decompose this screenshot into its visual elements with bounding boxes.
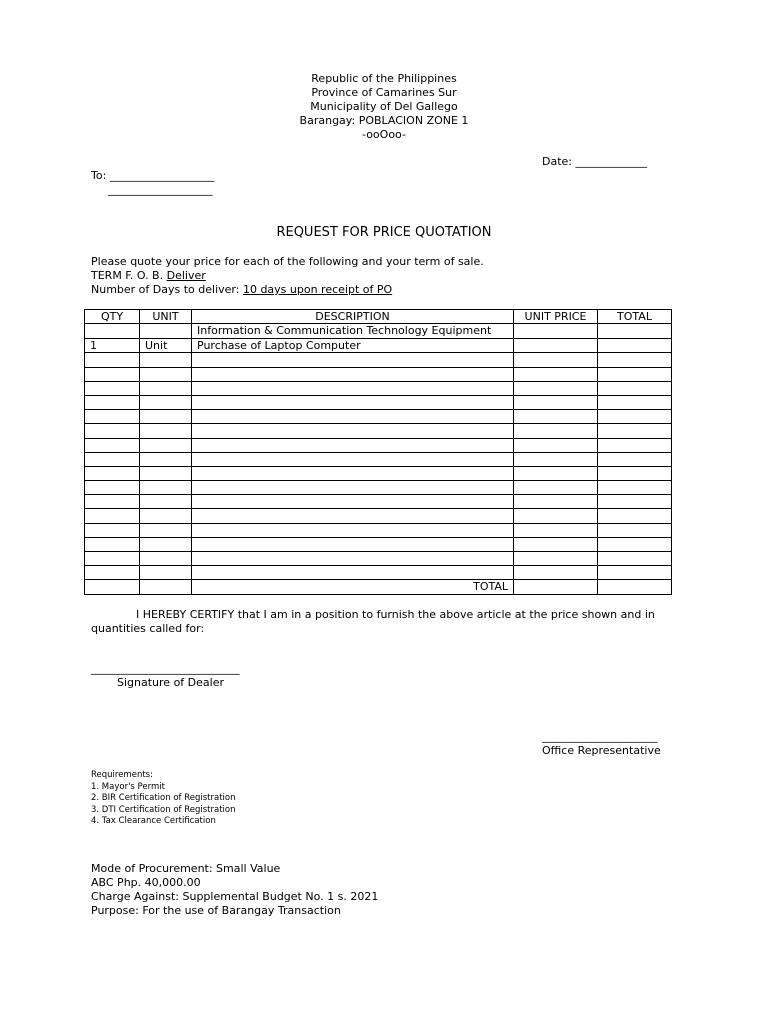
procurement-charge: Charge Against: Supplemental Budget No. 1 s. 2021 <box>91 890 379 903</box>
certify-text-line2: quantities called for: <box>91 622 205 635</box>
requirement-item: 3. DTI Certification of Registration <box>91 804 236 815</box>
col-unit: UNIT <box>140 310 192 324</box>
empty-row <box>85 381 672 395</box>
term-label: TERM F. O. B. <box>91 269 167 282</box>
empty-row <box>85 523 672 537</box>
empty-row <box>85 367 672 381</box>
total-row <box>85 580 672 594</box>
table-row <box>85 339 672 353</box>
requirement-item: 4. Tax Clearance Certification <box>91 816 216 826</box>
header-municipality: Municipality of Del Gallego <box>310 100 458 113</box>
cell-qty <box>85 324 140 339</box>
col-unit-price: UNIT PRICE <box>514 310 598 324</box>
days-label: Number of Days to deliver: <box>91 283 243 296</box>
certify-text-line1: I HEREBY CERTIFY that I am in a position to furnish the above article at the price shown and in <box>136 608 655 621</box>
col-qty: QTY <box>85 310 140 324</box>
cell-unit <box>140 324 192 339</box>
empty-row <box>85 481 672 495</box>
empty-row <box>85 438 672 452</box>
term-fob <box>91 269 206 282</box>
header-barangay: Barangay: POBLACION ZONE 1 <box>299 114 469 127</box>
date-field: Date: _____________ <box>542 155 647 168</box>
quotation-table <box>84 309 672 595</box>
table-header-row <box>85 310 672 324</box>
days-value: 10 days upon receipt of PO <box>242 283 393 296</box>
office-rep-label: Office Representative <box>542 744 661 757</box>
document-title: REQUEST FOR PRICE QUOTATION <box>276 225 492 240</box>
to-field: To: ___________________ <box>91 169 215 182</box>
empty-row <box>85 552 672 566</box>
intro-text: Please quote your price for each of the following and your term of sale. <box>91 255 484 268</box>
header-separator: -ooOoo- <box>362 128 406 141</box>
cell-unit-price <box>514 324 598 339</box>
requirements-block <box>91 770 235 828</box>
to-field-line2: ___________________ <box>108 183 213 196</box>
empty-row <box>85 509 672 523</box>
delivery-days <box>91 283 392 296</box>
header-province: Province of Camarines Sur <box>311 86 457 99</box>
dealer-signature-label: Signature of Dealer <box>117 676 224 689</box>
cell-unit: Unit <box>140 339 192 353</box>
requirements-title: Requirements: <box>91 770 153 780</box>
procurement-block <box>91 862 378 918</box>
procurement-purpose: Purpose: For the use of Barangay Transaction <box>91 904 341 917</box>
total-label: TOTAL <box>192 580 514 594</box>
empty-row <box>85 466 672 480</box>
cell-total <box>598 324 672 339</box>
col-total: TOTAL <box>598 310 672 324</box>
empty-row <box>85 495 672 509</box>
empty-row <box>85 353 672 367</box>
empty-row <box>85 424 672 438</box>
requirement-item: 1. Mayor's Permit <box>91 781 165 792</box>
empty-row <box>85 452 672 466</box>
cell-description: Purchase of Laptop Computer <box>192 339 514 353</box>
empty-row <box>85 566 672 580</box>
term-value: Deliver <box>166 269 206 282</box>
cell-total <box>598 339 672 353</box>
cell-description: Information & Communication Technology Equipment <box>192 324 514 339</box>
cell-unit-price <box>514 339 598 353</box>
cell-qty: 1 <box>85 339 140 353</box>
procurement-abc: ABC Php. 40,000.00 <box>91 876 201 889</box>
requirement-item: 2. BIR Certification of Registration <box>91 793 236 803</box>
col-description: DESCRIPTION <box>192 310 514 324</box>
procurement-mode: Mode of Procurement: Small Value <box>91 862 281 875</box>
office-rep-line: _____________________ <box>542 730 658 743</box>
table-row <box>85 324 672 339</box>
empty-row <box>85 537 672 551</box>
grand-total-cell <box>598 580 672 594</box>
dealer-signature-line: ___________________________ <box>91 662 240 675</box>
empty-row <box>85 410 672 424</box>
empty-row <box>85 395 672 409</box>
header-republic: Republic of the Philippines <box>311 72 457 85</box>
